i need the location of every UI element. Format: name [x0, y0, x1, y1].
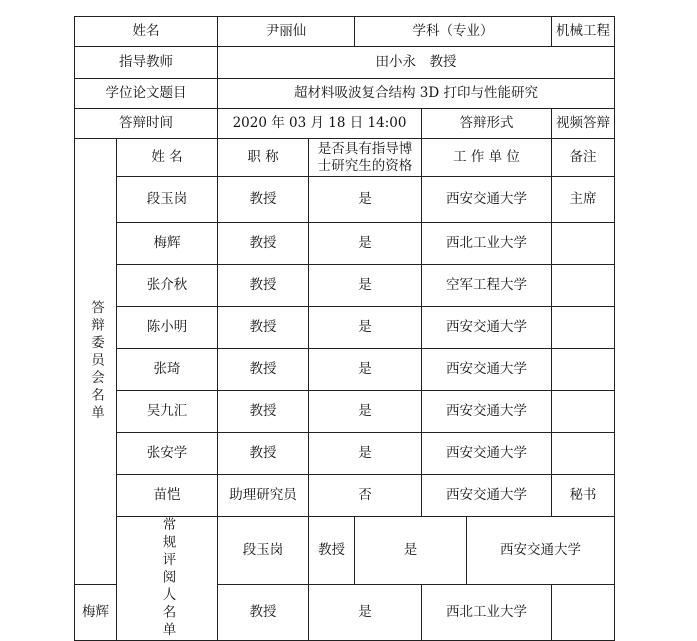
member-title: 教授 — [218, 433, 309, 475]
col-header-name: 姓 名 — [117, 139, 218, 177]
reviewer-unit: 西安交通大学 — [467, 517, 615, 585]
member-title: 教授 — [218, 307, 309, 349]
member-qualified: 是 — [309, 177, 422, 223]
member-qualified: 是 — [309, 391, 422, 433]
table-row — [75, 391, 615, 433]
member-name: 张琦 — [117, 349, 218, 391]
header-row-defense — [75, 109, 615, 139]
member-unit: 西安交通大学 — [422, 475, 552, 517]
reviewer-unit: 西北工业大学 — [422, 584, 552, 640]
table-row — [75, 177, 615, 223]
member-note: 秘书 — [552, 475, 615, 517]
table-row — [75, 349, 615, 391]
member-title: 教授 — [218, 223, 309, 265]
thesis-value: 超材料吸波复合结构 3D 打印与性能研究 — [218, 79, 615, 109]
reviewer-qualified: 是 — [355, 517, 467, 585]
col-header-unit: 工 作 单 位 — [422, 139, 552, 177]
member-qualified: 是 — [309, 223, 422, 265]
member-qualified: 否 — [309, 475, 422, 517]
member-note: 主席 — [552, 177, 615, 223]
header-row-name — [75, 17, 615, 47]
defense-time-label: 答辩时间 — [75, 109, 218, 139]
reviewer-title: 教授 — [218, 584, 309, 640]
reviewer-name: 梅辉 — [75, 584, 117, 640]
member-note — [552, 391, 615, 433]
member-unit: 西安交通大学 — [422, 433, 552, 475]
advisor-label: 指导教师 — [75, 47, 218, 79]
member-note — [552, 265, 615, 307]
reviewer-title: 教授 — [309, 517, 355, 585]
reviewer-note — [552, 584, 615, 640]
defense-time-value: 2020 年 03 月 18 日 14:00 — [218, 109, 422, 139]
defense-info-table — [74, 16, 615, 641]
member-title: 教授 — [218, 265, 309, 307]
table-row — [75, 265, 615, 307]
thesis-label: 学位论文题目 — [75, 79, 218, 109]
member-unit: 西安交通大学 — [422, 349, 552, 391]
col-header-qualified: 是否具有指导博士研究生的资格 — [309, 139, 422, 177]
member-name: 张安学 — [117, 433, 218, 475]
member-title: 教授 — [218, 349, 309, 391]
col-header-note: 备注 — [552, 139, 615, 177]
reviewer-name: 段玉岗 — [218, 517, 309, 585]
committee-header-row — [75, 139, 615, 177]
reviewers-section-label: 常规评阅人名单 — [117, 517, 218, 641]
subject-value: 机械工程 — [552, 17, 615, 47]
member-note — [552, 349, 615, 391]
member-unit: 西安交通大学 — [422, 177, 552, 223]
member-name: 陈小明 — [117, 307, 218, 349]
member-qualified: 是 — [309, 349, 422, 391]
member-name: 段玉岗 — [117, 177, 218, 223]
member-name: 吴九汇 — [117, 391, 218, 433]
defense-form-label: 答辩形式 — [422, 109, 552, 139]
subject-label: 学科（专业） — [355, 17, 552, 47]
advisor-value: 田小永 教授 — [218, 47, 615, 79]
table-row — [75, 475, 615, 517]
member-unit: 空军工程大学 — [422, 265, 552, 307]
member-title: 教授 — [218, 391, 309, 433]
member-name: 张介秋 — [117, 265, 218, 307]
header-row-thesis — [75, 79, 615, 109]
table-row — [75, 307, 615, 349]
member-note — [552, 433, 615, 475]
member-title: 教授 — [218, 177, 309, 223]
member-title: 助理研究员 — [218, 475, 309, 517]
header-row-advisor — [75, 47, 615, 79]
member-unit: 西安交通大学 — [422, 391, 552, 433]
member-qualified: 是 — [309, 433, 422, 475]
name-label: 姓名 — [75, 17, 218, 47]
member-note — [552, 223, 615, 265]
table-row — [75, 223, 615, 265]
defense-form-value: 视频答辩 — [552, 109, 615, 139]
member-name: 梅辉 — [117, 223, 218, 265]
table-row — [75, 433, 615, 475]
col-header-title: 职 称 — [218, 139, 309, 177]
member-unit: 西北工业大学 — [422, 223, 552, 265]
member-note — [552, 307, 615, 349]
member-qualified: 是 — [309, 307, 422, 349]
member-unit: 西安交通大学 — [422, 307, 552, 349]
name-value: 尹丽仙 — [218, 17, 355, 47]
reviewer-qualified: 是 — [309, 584, 422, 640]
member-qualified: 是 — [309, 265, 422, 307]
member-name: 苗恺 — [117, 475, 218, 517]
table-row — [75, 517, 615, 585]
committee-section-label: 答辩委员会名单 — [75, 139, 117, 585]
